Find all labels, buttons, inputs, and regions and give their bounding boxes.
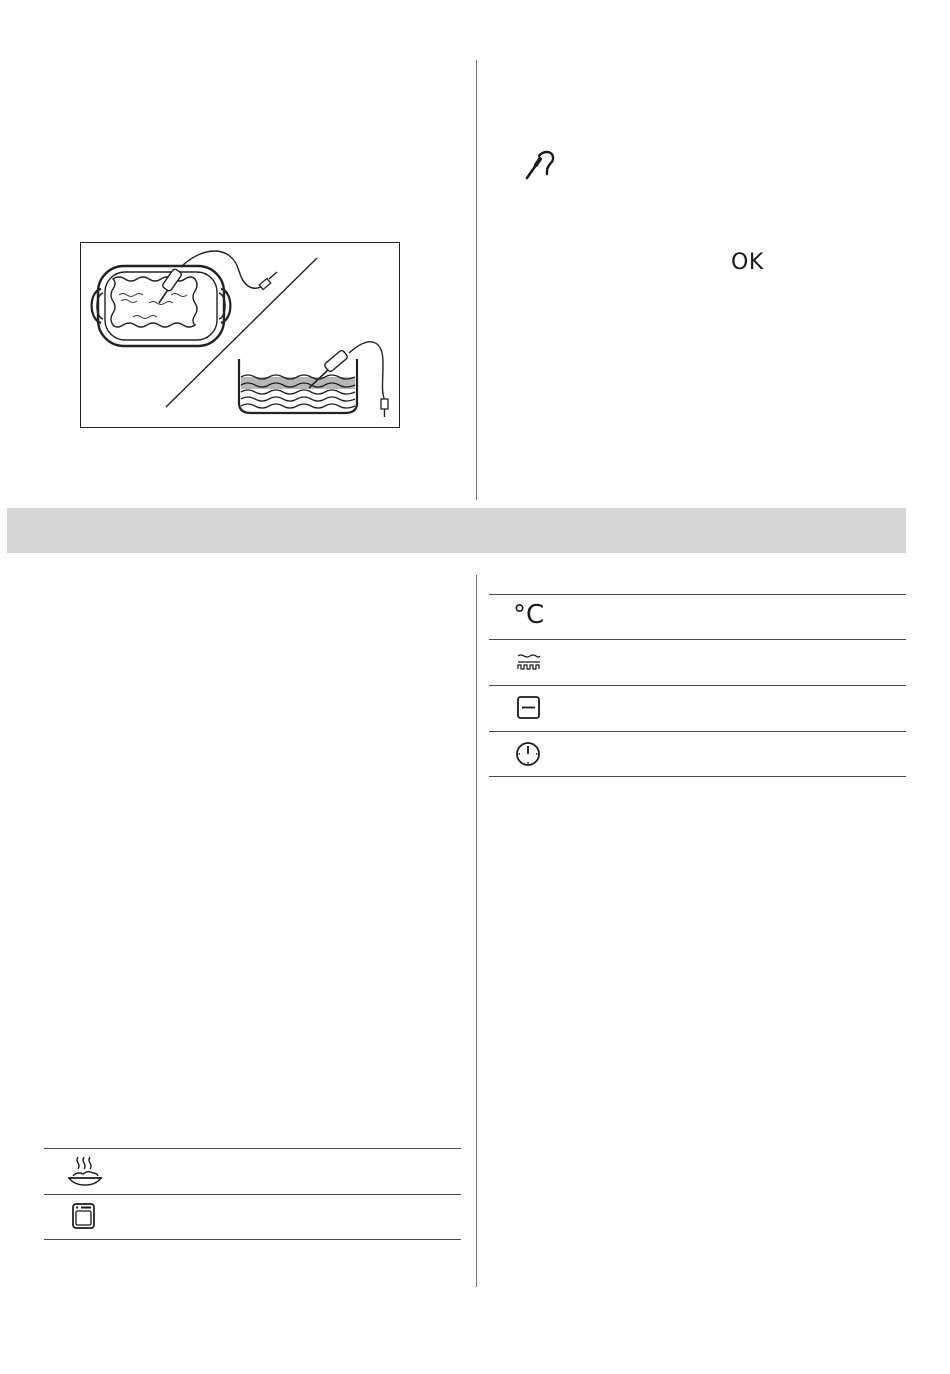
- liquid-pot: [239, 342, 388, 417]
- table-rule: [44, 1148, 461, 1149]
- roasting-dish: [92, 251, 277, 346]
- clock-icon: [515, 741, 543, 769]
- column-divider-top: [476, 60, 477, 500]
- keep-warm-dish-icon: [66, 1155, 104, 1187]
- table-rule: [489, 685, 906, 686]
- column-divider-bottom: [476, 575, 477, 1287]
- table-rule: [489, 731, 906, 732]
- temperature-celsius-icon: °C: [513, 600, 545, 630]
- minus-key-icon: [516, 695, 542, 721]
- heating-indicator-icon: [516, 653, 542, 673]
- table-rule: [44, 1239, 461, 1240]
- probe-illustration-drawing: [81, 243, 399, 427]
- meat-probe-icon: [522, 150, 562, 182]
- table-rule: [44, 1194, 461, 1195]
- section-heading-band: [7, 508, 906, 553]
- probe-insertion-illustration: [80, 242, 400, 428]
- oven-lamp-icon: [71, 1202, 97, 1230]
- ok-button-label: OK: [731, 250, 764, 275]
- table-rule: [489, 776, 906, 777]
- table-rule: [489, 594, 906, 595]
- table-rule: [489, 639, 906, 640]
